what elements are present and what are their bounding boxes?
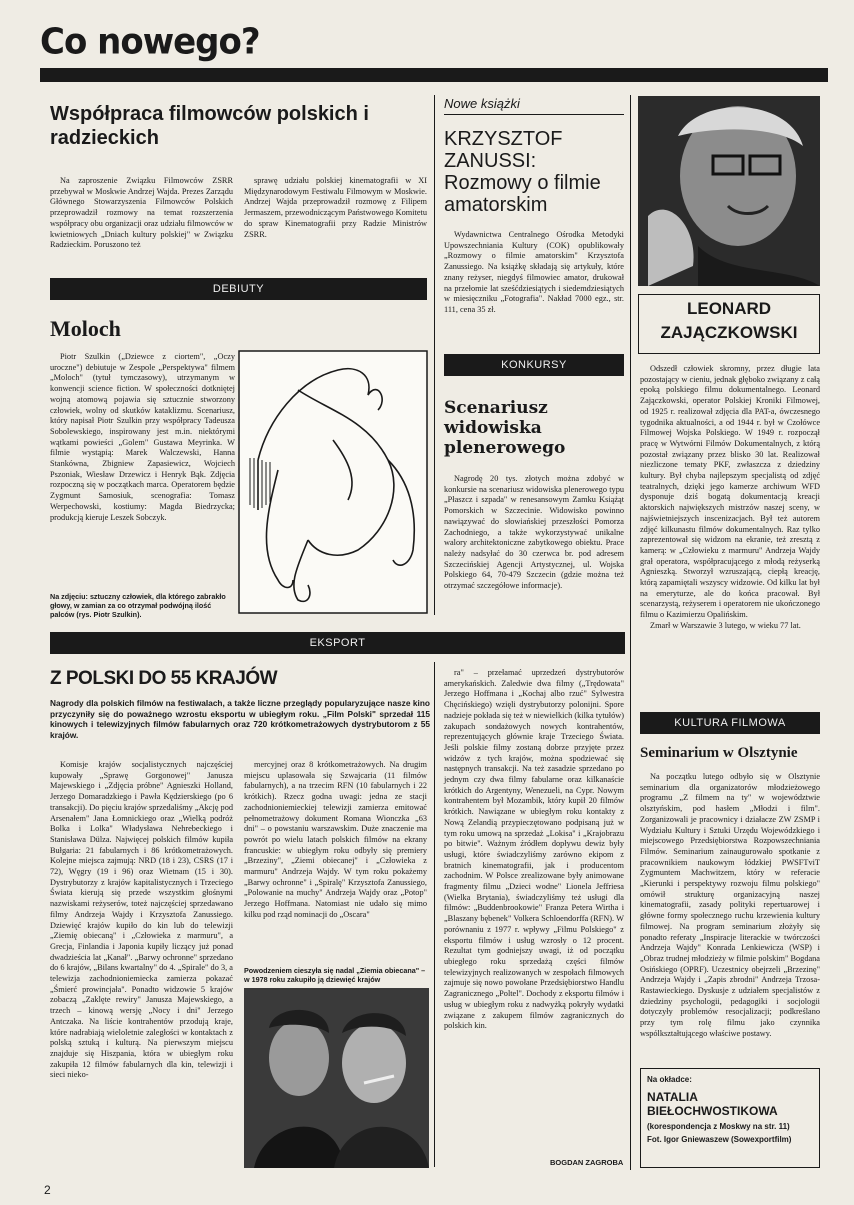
article-text: mercyjnej oraz 8 krótkometrażowych. Na drugim miejscu uplasowała się Szwajcaria (11 filmów fabularnych), a na trzecim RFN (10 fabularnych i 22 krótkich). Rzecz godna uwagi: jedna ze stacji zachodnioniemieckiej telewizji zamierza emitować pełnometrażowy dokument Romana Wionczka „63 dni" – o powstaniu warszawskim. Duże znaczenie ma powrót po wielu latach polskich filmów na ekrany francuskie: w ubiegłym roku odbyły się premiery „Brzeziny", „Ziemi obiecanej" i „Człowieka z marmuru" Andrzeja Wajdy. W tym roku pokażemy „Barwy ochronne" i „Spiralę" Krzysztofa Zanussiego, „Polowanie na muchy" Andrzeja Wajdy oraz „Potop" Jerzego Hoffmana. Natomiast nie udało się mimo kilku pod rząd nominacji do „Oscara" [244, 760, 427, 919]
section-band-debiuty: DEBIUTY [50, 278, 427, 300]
article-title: Moloch [50, 316, 121, 341]
cover-info-box [640, 1068, 820, 1168]
illustration-caption: Na zdjęciu: sztuczny człowiek, dla którego zabrakło głowy, w zamian za co otrzymał podwójną ilość palców (rys. Piotr Szulkin). [50, 592, 226, 619]
column-rule [434, 662, 435, 1167]
article-title: Współpraca filmowców polskich i radzieckich [50, 103, 369, 149]
photo-caption: Powodzeniem cieszyła się nadal „Ziemia obiecana" – w 1978 roku zakupiło ją dziewięć krajów [244, 966, 426, 984]
film-still-photo [244, 988, 429, 1168]
section-band-konkursy: KONKURSY [444, 354, 624, 376]
obituary-first-name: LEONARD [686, 299, 772, 318]
article-lead: Nagrody dla polskich filmów na festiwalach, a także liczne przeglądy popularyzujące nasze kino przyczyniły się do poważnego wzrostu eksportu w ubiegłym roku. „Film Polski" sprzedał 115 kinowych i telewizyjnych filmów fabularnych oraz 720 krótkometrażowych dystrybutorom z 55 krajów. [50, 698, 430, 740]
column-rule [630, 95, 631, 1170]
page-number: 2 [44, 1183, 51, 1197]
article-text: Piotr Szulkin („Dziewce z ciortem", „Oczy uroczne") debiutuje w Zespole „Perspektywa" filmem „Moloch" (tytuł tymczasowy), utrzymanym w konwencji science fiction. W społeczności dotkniętej wojną atomową pojawia się sztucznie stworzony człowiek, wolny od skutków kataklizmu. Scenariusz, który napisał Piotr Szulkin przy współpracy Tadeusza Sobolewskiego, inspirowany jest m.in. niektórymi wątkami powieści „Golem" Gustawa Meyrinka. W filmie wystąpią: Marek Walczewski, Hanna Stankówna, Zbigniew Zapasiewicz, Wojciech Pszoniak, Wiesław Drzewicz i Henryk Bąk. Zdjęcia rozpoczną się w początkach marca. Operatorem będzie Zygmunt Samosiuk, scenografia: Tomasz Werpechowski, kostiumy: Magda Biedrzycka; produkcją kieruje Leszek Sobczyk. [50, 352, 235, 522]
obituary-name-box [638, 294, 820, 354]
book-title: KRZYSZTOF ZANUSSI: Rozmowy o filmie amatorskim [444, 128, 601, 216]
article-text: sprawę udziału polskiej kinematografii w XI Międzynarodowym Festiwalu Filmowym w Moskwie. Andrzej Wajda przeprowadził rozmowę z Filipem Jermaszem, przewodniczącym Państwowego Komitetu do spraw Kinematografii przy Radzie Ministrów ZSRR. [244, 176, 427, 239]
moloch-illustration [238, 350, 428, 614]
masthead: Co nowego? [40, 21, 260, 63]
article-title: Z POLSKI DO 55 KRAJÓW [50, 668, 278, 689]
article-title: Scenariusz widowiska plenerowego [444, 398, 566, 458]
masthead-bar [40, 68, 828, 82]
cover-note: (korespondencja z Moskwy na str. 11) [647, 1122, 790, 1131]
section-label-books: Nowe książki [444, 96, 520, 111]
article-text: Na zaproszenie Związku Filmowców ZSRR przebywał w Moskwie Andrzej Wajda. Prezes Zarządu Głównego Stowarzyszenia Filmowców Polskich przeprowadził rozmowy na temat rozszerzenia współpracy obu organizacji oraz udziału filmowców w kwietniowych „Dniach kultury polskiej" w Związku Radzieckim. Poruszono też [50, 176, 233, 250]
column-rule [434, 95, 435, 615]
section-band-eksport: EKSPORT [50, 632, 625, 654]
book-text: Wydawnictwa Centralnego Ośrodka Metodyki Upowszechniania Kultury (COK) opublikowały „Rozmowy o filmie amatorskim" Krzysztofa Zanussiego. Na książkę składają się artykuły, które znany reżyser, niegdyś filmowiec amator, drukował na przełomie lat sześćdziesiątych i siedemdziesiątych w miesięczniku „Fotografia". Nakład 7000 egz., str. 111, cena 35 zł. [444, 230, 624, 314]
article-text: ra" – przełamać uprzedzeń dystrybutorów amerykańskich. Zaledwie dwa filmy („Trędowata" Jerzego Hoffmana i „Kochaj albo rzuć" Sylwestra Chęcińskiego) wzięli dystrybutorzy polonijni. Spore nadzieje pokłada się też w niewielkich (kilka tytułów) zakupach sondażowych nowych kontrahentów, reprezentujących głównie kraje Trzeciego Świata. Jeśli polskie filmy zostaną dobrze przyjęte przez widzów z tych krajów, można spodziewać się następnych transakcji. Na też zasadzie sprzedano po jednym czy dwa filmy fabularne oraz kilkanaście krótkich do Argentyny, Wenezueli, na Cypr. Nowym kontrahentem był Mozambik, który kupił 20 filmów krótkich. Nawiązane w ubiegłym roku kontakty z Nową Zelandią przypieczętowano podpisaną już w tym roku umową na sprzedaż „Lokisa" i „Krajobrazu po bitwie". Ważnym źródłem dopływu dewiz były usługi, które świadczyliśmy zarówno ekipom z bratnich kinematografii, jak i producentom zachodnim. W Polsce zrealizowane były animowane fragmenty filmu „Dzieci wodne" Lionela Jeffriesa (Wielka Brytania), świadczyliśmy też usługi dla filmów: „Buddenbrookowie" Franza Petera Wirtha i „Blaszany bębenek" Volkera Schloendorffa (RFN). W porównaniu z 1977 r. wpływy „Filmu Polskiego" z eksportu filmów i usług wzrosły o 12 procent. Rezultat tym godniejszy uwagi, iż od początku ubiegłego roku sprzedażą części filmów telewizyjnych realizowanych w zespołach filmowych zajmuje się nowo powołane Przedsiębiorstwo Handlu Zagranicznego „Poltel". Dochody z eksportu filmów i usług w ubiegłym roku z nadwyżką pokryły wydatki związane z zakupem filmów zagranicznych do polskich kin. [444, 668, 624, 1031]
article-title: Seminarium w Olsztynie [640, 745, 798, 761]
article-text: Komisje krajów socjalistycznych najczęściej kupowały „Sprawę Gorgonowej" Janusza Majewskiego i „Zdjęcia próbne" Agnieszki Holland, Jerzego Domaradzkiego i Pawła Kędzierskiego (po 6 transakcji). Do pięciu krajów sprzedaliśmy „Akcję pod Arsenałem" Jana Łomnickiego oraz „Wielką podróż Bolka i Lolka" Władysława Nehrebeckiego i Stanisława Dülza. Najwięcej polskich filmów kupiła Bułgaria: 21 fabularnych i 86 krótkometrażowych. Kolejne miejsca zajmują: NRD (18 i 23), CSRS (17 i 72), Węgry (19 i 96) oraz Wietnam (15 i 30). Dystrybutorzy z krajów kapitalistycznych i Trzeciego Świata kierują się przede wszystkim głośnymi nazwiskami reżyserów, toteż najczęściej sprzedawano filmy Andrzeja Wajdy i Krzysztofa Zanussiego. Dziewięć krajów kupiło do kin lub do telewizji „Ziemię obiecaną" i „Człowieka z marmuru", a Grecja, Finlandia i Japonia kupiły liczący już ponad dwadzieścia lat „Kanał". „Barwy ochronne" sprzedano do 6 krajów, „Bilans kwartalny" do 4. „Spirale" do 3, a telewizja zachodnioniemiecka zamierza pokazać „Śmierć prowincjała". Ponadto widzowie 5 krajów zobaczą „Zaklęte rewiry" Janusza Majewskiego, a trzech – kinową wersję „Nocy i dni" Jerzego Antczaka. Na liście kontrahentów przodują kraje, które nadrabiają wieloletnie zaległości w kontaktach z polską sztuką i kulturą. Na pierwszym miejscu znajduje się Hiszpania, która w ubiegłym roku zakupiła 12 filmów fabularnych dla kin, telewizji i sieci nieko- [50, 760, 233, 1080]
author-signature: BOGDAN ZAGROBA [550, 1158, 624, 1167]
cover-surname: BIEŁOCHWOSTIKOWA [647, 1104, 778, 1118]
rule [444, 114, 624, 115]
cover-name: NATALIA [647, 1090, 698, 1104]
obituary-last-name: ZAJĄCZKOWSKI [660, 323, 798, 342]
portrait-photo [638, 96, 820, 286]
cover-photo-credit: Fot. Igor Gniewaszew (Sowexportfilm) [647, 1135, 792, 1144]
section-band-kultura: KULTURA FILMOWA [640, 712, 820, 734]
article-text: Na początku lutego odbyło się w Olsztynie seminarium dla organizatorów młodzieżowego programu „Z filmem na ty" w województwie olsztyńskim, pod hasłem „Młodzi i film". Zorganizowali je pracownicy i działacze ZW ZSMP i Wydziału Kultury i Sztuki Urzędu Wojewódzkiego i miejscowego Przedsiębiorstwa Rozpowszechniania Filmów. Seminarium zainaugurowało spotkanie z pracownikiem naukowym łódzkiej PWSFTviT Zygmuntem Machwitzem, który w referacie „Kierunki i perspektywy rozwoju filmu polskiego" omówił strukturę organizacyjną naszej kinematografii, zasady polityki repertuarowej i główne formy społecznego ruchu krzewienia kultury filmowej. Na program seminarium złożyły się ponadto referaty „Inspiracje literackie w twórczości Andrzeja Wajdy" Konrada Lenkiewicza (WSP) i „Obraz trudnej młodzieży w filmie polskim" Bogdana Osińskiego (OPRF). Uczestnicy obejrzeli „Brzezinę" Andrzeja Wajdy i „Zapis zbrodni" Andrzeja Trzosa-Rastawieckiego. Dyskusje z udziałem specjalistów z dziedziny psychologii, pedagogiki i socjologii dotyczyły problemów resocjalizacji; podkreślano przy tym rolę filmu jako czynnika wspólkształtującego właściwe postawy. [640, 772, 820, 1038]
cover-label: Na okładce: [647, 1075, 692, 1084]
obituary-text: Odszedł człowiek skromny, przez długie lata pozostający w cieniu, jednak głęboko związany z całą epoką polskiego filmu dokumentalnego. Leonard Zajączkowski, operator Polskiej Kroniki Filmowej, od 1925 r. realizował zdjęcia dla PAT-a, ówczesnego tygodnika aktualności, a od 1944 r. był w Czołówce Filmowej Wojska Polskiego. W 1949 r. rozpoczął pracę w Wytwórni Filmów Dokumentalnych, z którą pozostał związany przez blisko 30 lat. Realizował niezliczone tematy PKF, zwłaszcza z dziedziny kultury. Był chyba najlepszym specjalistą od zdjęć teatralnych, dzięki jego kamerze archiwum WFD dysponuje dziś bogatą dokumentacją kreacji aktorskich największych mistrzów naszej sceny, w najświetniejszych inscenizacjach. Był też autorem zdjęć kilkunastu filmów dokumentalnych. Raz tylko zaprezentował się widzom na ekranie, też zresztą z kamerą: w „Człowieku z marmuru" Andrzeja Wajdy grał operatora, współpracującego z młodą reżyserką Agnieszką. Stworzył wzruszającą, ciepłą kreację, którą zapamiętali wszyscy widzowie. Od kilku lat był na emeryturze, ale do końca pracował. Był scenarzystą, reżyserem i operatorem nie ukończonego filmu o Kazimierzu Opalińskim. Zmarł w Warszawie 3 lutego, w wieku 77 lat. [640, 364, 820, 630]
article-text: Nagrodę 20 tys. złotych można zdobyć w konkursie na scenariusz widowiska plenerowego typu „Płaszcz i szpada" w renesansowym Zamku Książąt Pomorskich w Szczecinie. Widowisko powinno nawiązywać do słowiańskiej przeszłości Pomorza Zachodniego, a także wykorzystywać unikalne walory architektoniczne zabytkowego obiektu. Prace należy nadsyłać do 30 czerwca br. pod adresem Szczecińskiej Agencji Artystycznej, ul. Wojska Polskiego 64, 70-479 Szczecin (gdzie można też otrzymać szczegółowe informacje). [444, 474, 624, 591]
